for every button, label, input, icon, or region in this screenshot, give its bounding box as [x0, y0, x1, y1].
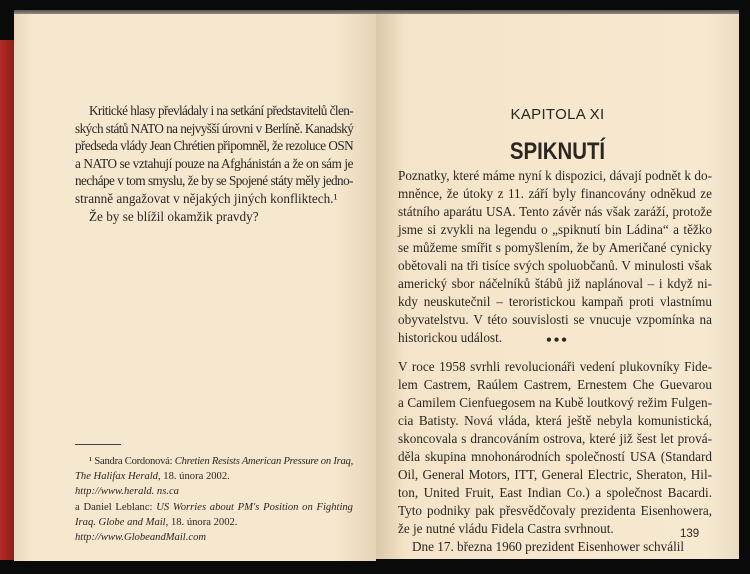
text-line: Dne 17. března 1960 prezident Eisenhower schválil — [412, 539, 685, 554]
paragraph — [398, 167, 712, 347]
page-number: 139 — [680, 528, 700, 540]
section-separator: ••• — [546, 332, 569, 349]
footnote-title: Chretien Resists American Pressure on Iraq, — [174, 456, 353, 467]
text-line: ských států NATO na nejvyšší úrovni v Berlíně. Kanadský — [75, 120, 354, 136]
text-line: že je nutné vládu Fidela Castra svrhnout. — [398, 521, 614, 536]
footnote-author: a Daniel Leblanc: — [75, 501, 157, 513]
footnote-line — [75, 454, 353, 469]
paragraph — [75, 208, 353, 226]
text-line: cia Batisty. Nová vláda, která ještě nebyla komunistická, — [398, 413, 712, 428]
text-line: nechápe v tom smyslu, že by se Spojené státy měly jedno- — [75, 173, 353, 189]
chapter-label: KAPITOLA XI — [510, 106, 605, 123]
text-line: a NATO se vztahují pouze na Afghánistán a že on sám je — [75, 155, 354, 171]
text-line: a Camilem Cienfuegosem na Kubě loutkový režim Fulgen- — [398, 395, 712, 410]
text-line: V roce 1958 svrhli revolucionáři vedení plukovníky Fide- — [398, 359, 712, 374]
text-line: děla skupina mnohonárodních společností USA (Standard — [398, 449, 712, 464]
footnote-date: , 18. února 2002. — [165, 516, 238, 528]
text-line: státního aparátu USA. Tento závěr nás však zaráží, protože — [398, 204, 712, 219]
footnote-date: , 18. února 2002. — [157, 471, 230, 483]
text-line: stranně angažovat v nějakých jiných konfliktech.¹ — [75, 190, 338, 206]
footnote-source: Iraq. Globe and Mail — [75, 516, 166, 528]
text-line: Tyto podniky pak přesvědčovaly prezidenta Eisenhowera, — [398, 503, 712, 518]
footnote — [75, 454, 353, 545]
text-line: americký sbor náčelníků štábů již naplánoval – i když ni- — [398, 276, 712, 291]
text-line: skoncovala s drancováním ostrova, které již šest let prová- — [398, 431, 712, 446]
left-page — [14, 14, 376, 561]
text-line: kdy neuskutečnil – teroristickou kampaň proti vlastnímu — [398, 294, 712, 309]
right-page — [376, 14, 739, 559]
text-line: Oil, General Motors, ITT, General Electric, Sheraton, Hil- — [398, 467, 712, 482]
footnote-marker: ¹ — [89, 456, 92, 467]
left-page-body — [75, 102, 353, 225]
footnote-rule — [75, 444, 121, 445]
text-line: Poznatky, které máme nyní k dispozici, dávají podnět k do- — [398, 168, 712, 183]
text-line: se můžeme smířit s pomyšlením, že by Američané cynicky — [398, 240, 712, 255]
footnote-url: http://www.herald. ns.ca — [75, 486, 179, 498]
text-line: předseda vlády Jean Chrétien připomněl, že rezoluce OSN — [75, 138, 354, 154]
paragraph — [75, 102, 353, 208]
text-line: lem Castrem, Raúlem Castrem, Ernestem Che Guevarou — [398, 377, 712, 392]
text-line: Že by se blížil okamžik pravdy? — [89, 208, 259, 224]
text-line: ton, United Fruit, East Indian Co.) a společnost Bacardi. — [398, 485, 712, 500]
footnote-line — [75, 515, 353, 530]
text-line: mněnce, že útoky z 11. září byly financovány odněkud ze — [398, 186, 712, 201]
chapter-title: SPIKNUTÍ — [509, 138, 606, 165]
text-line: obětovali na tři tisíce svých spoluobčanů. V minulosti však — [398, 258, 712, 273]
footnote-source: The Halifax Herald — [75, 471, 158, 483]
footnote-author: Sandra Cordonová: — [94, 456, 175, 467]
text-line: jsme si zvykli na legendu o „spiknutí bin Ládina“ a těžko — [398, 222, 712, 237]
footnote-line — [75, 469, 353, 484]
text-line: Kritické hlasy převládaly i na setkání představitelů člen- — [89, 103, 353, 118]
text-line: obyvatelstvu. V této souvislosti se vnucuje vzpomínka na — [398, 312, 712, 327]
footnote-line — [75, 500, 353, 515]
book-edge-red — [0, 40, 14, 560]
footnote-title: US Worries about PM's Position on Fighting — [156, 501, 353, 513]
footnote-url: http://www.GlobeandMail.com — [75, 532, 207, 544]
text-line: historickou událost. — [398, 330, 503, 345]
paragraph-group — [398, 358, 712, 556]
